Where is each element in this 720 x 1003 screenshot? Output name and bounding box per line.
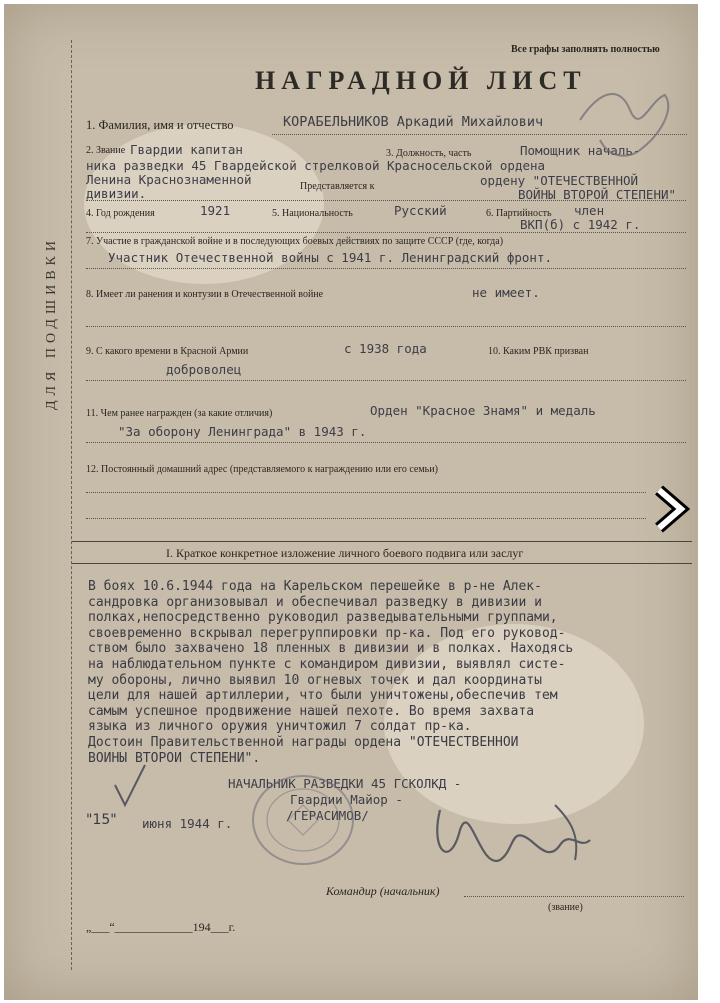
- deed-line: В боях 10.6.1944 года на Карельском перешейке в р-не Алек-: [88, 579, 542, 594]
- date-rest: июня 1944 г.: [142, 816, 233, 831]
- deed-line: сандровка организовывал и обеспечивал разведку в дивизии и: [88, 594, 542, 610]
- deed-description: [88, 579, 688, 766]
- side-label: ДЛЯ ПОДШИВКИ: [44, 236, 59, 410]
- field-12-label: 12. Постоянный домашний адрес (представляемого к награждению или его семьи): [86, 464, 438, 475]
- field-3-line: [86, 200, 686, 201]
- deed-line: ством было захвачено 18 пленных в дивизии и в полках. Находясь: [88, 641, 574, 657]
- field-5-label: 5. Национальность: [272, 208, 353, 219]
- presented-label: Представляется к: [300, 181, 375, 192]
- commander-line: [464, 896, 684, 897]
- check-mark-icon: [110, 760, 150, 810]
- margin-line: [71, 40, 72, 970]
- field-7-line: [86, 268, 686, 269]
- field-3-value-b: ника разведки 45 Гвардейской стрелковой Красносельской ордена: [86, 158, 546, 173]
- field-4-value: 1921: [200, 203, 231, 218]
- field-4-label: 4. Год рождения: [86, 208, 155, 219]
- field-10-label: 10. Каким РВК призван: [488, 346, 589, 357]
- field-9-label: 9. С какого времени в Красной Армии: [86, 346, 249, 357]
- stamp-seal-icon: [248, 770, 358, 870]
- signature-name: /ГЕРАСИМОВ/: [286, 808, 369, 823]
- presented-value-b: ВОЙНЫ ВТОРОЙ СТЕПЕНИ": [518, 187, 677, 202]
- field-8-value: не имеет.: [472, 285, 540, 300]
- commander-label: Командир (начальник): [326, 884, 440, 898]
- field-6-label: 6. Партийность: [486, 208, 552, 219]
- next-page-button[interactable]: [647, 484, 697, 534]
- header-note: Все графы заполнять полностью: [511, 44, 660, 55]
- deed-line: на наблюдательном пункте с командиром дивизии, выявлял систе-: [88, 656, 566, 672]
- field-3-value-c: Ленина Краснознаменной: [86, 172, 252, 187]
- field-3-value-d: дивизии.: [86, 186, 147, 201]
- field-11-line: [86, 442, 686, 443]
- field-6-value-a: член: [574, 203, 605, 218]
- signature-rank: Гвардии Майор -: [290, 792, 403, 807]
- rank-label: (звание): [548, 902, 583, 913]
- deed-line: полках,непосредственно руководил разведывательными группами,: [88, 610, 558, 626]
- blank-date: „___“_____________194___г.: [86, 920, 236, 934]
- address-line-1: [86, 492, 646, 493]
- deed-line: своевременно вскрывал перегруппировки пр-ка. Под его руковод-: [88, 625, 566, 641]
- field-2-value: Гвардии капитан: [130, 142, 243, 157]
- field-11-value-b: "За оборону Ленинграда" в 1943 г.: [118, 424, 367, 439]
- chevron-right-icon: [647, 484, 697, 534]
- field-6-line: [86, 232, 686, 233]
- section-divider-bottom: [72, 563, 692, 564]
- resolution-signature-icon: [570, 80, 680, 170]
- page-title: НАГРАДНОЙ ЛИСТ: [255, 66, 587, 95]
- field-1-label: 1. Фамилия, имя и отчество: [86, 118, 234, 132]
- deed-line: самым успешное продвижение нашей пехоте. Во время захвата: [88, 703, 535, 719]
- field-11-label: 11. Чем ранее награжден (за какие отличия): [86, 408, 273, 419]
- field-9-value: с 1938 года: [344, 341, 427, 356]
- field-11-value-a: Орден "Красное Знамя" и медаль: [370, 403, 596, 418]
- field-3-value-a: Помощник началь-: [520, 143, 641, 158]
- field-1-value: КОРАБЕЛЬНИКОВ Аркадий Михайлович: [283, 114, 544, 130]
- field-7-value: Участник Отечественной войны с 1941 г. Ленинградский фронт.: [108, 250, 553, 265]
- deed-line: языка из личного оружия уничтожил 7 солдат пр-ка.: [88, 719, 472, 735]
- field-7-label: 7. Участие в гражданской войне и в последующих боевых действиях по защите СССР (где, когда): [86, 236, 504, 247]
- field-8-line: [86, 326, 686, 327]
- deed-line: ВОЙНЫ ВТОРОЙ СТЕПЕНИ".: [88, 750, 261, 766]
- field-9-value-b: доброволец: [166, 362, 242, 377]
- field-2-label: 2. Звание: [86, 145, 126, 156]
- field-5-value: Русский: [394, 203, 447, 218]
- field-9-line: [86, 380, 686, 381]
- date-day: "15": [86, 812, 117, 828]
- field-6-value-b: ВКП(б) с 1942 г.: [520, 217, 641, 232]
- commander-signature-icon: [420, 790, 600, 880]
- section-divider-top: [72, 541, 692, 542]
- presented-value-a: ордену "ОТЕЧЕСТВЕННОЙ: [480, 173, 639, 188]
- field-8-label: 8. Имеет ли ранения и контузии в Отечественной войне: [86, 289, 324, 300]
- section-heading: I. Краткое конкретное изложение личного боевого подвига или заслуг: [166, 546, 524, 560]
- deed-line: цели для нашей артиллерии, что были уничтожены,обеспечив тем: [88, 688, 558, 704]
- address-line-2: [86, 518, 646, 519]
- field-3-label: 3. Должность, часть: [386, 148, 472, 159]
- deed-line: му обороны, лично выявил 10 огневых точек и дал координаты: [88, 672, 542, 688]
- deed-line: Достоин Правительственной награды ордена "ОТЕЧЕСТВЕННОЙ: [88, 734, 519, 750]
- signature-title: НАЧАЛЬНИК РАЗВЕДКИ 45 ГСКОЛКД -: [228, 776, 462, 791]
